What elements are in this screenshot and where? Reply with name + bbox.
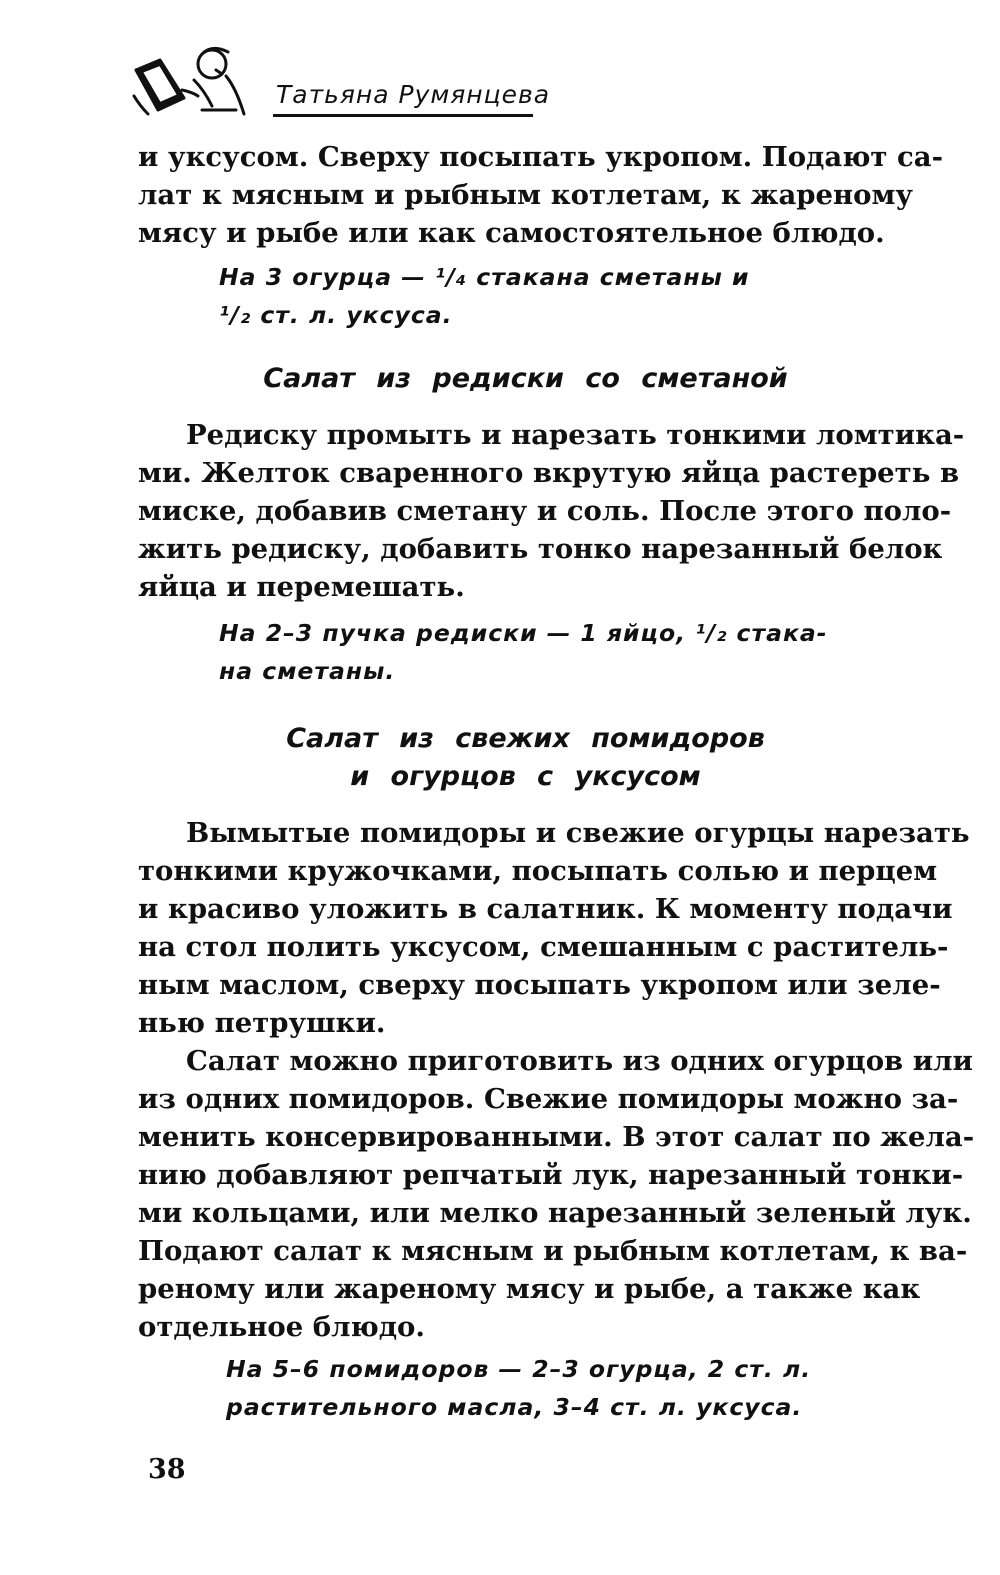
- recipe-title-radish: Салат из редиски со сметаной: [263, 363, 788, 394]
- tomato-p1-line-2: тонкими кружочками, посыпать солью и перцем: [138, 855, 938, 887]
- radish-note-line-1: На 2–3 пучка редиски — 1 яйцо, ¹/₂ стака-: [219, 619, 828, 647]
- tomato-p1-line-4: на стол полить уксусом, смешанным с раститель-: [138, 931, 949, 963]
- radish-line-2: ми. Желток сваренного вкрутую яйца растереть в: [138, 457, 960, 489]
- page-number: 38: [148, 1454, 186, 1485]
- radish-line-3: миске, добавив сметану и соль. После этого поло-: [138, 495, 952, 527]
- tomato-p2-line-8: отдельное блюдо.: [138, 1311, 425, 1343]
- tomato-note-line-2: растительного масла, 3–4 ст. л. уксуса.: [226, 1393, 803, 1421]
- intro-note-line-2: ¹/₂ ст. л. уксуса.: [219, 301, 453, 329]
- tomato-p1-line-3: и красиво уложить в салатник. К моменту подачи: [138, 893, 953, 925]
- tomato-p1-line-6: нью петрушки.: [138, 1007, 386, 1039]
- tomato-p2-line-6: Подают салат к мясным и рыбным котлетам, к ва-: [138, 1235, 968, 1267]
- radish-line-1: Редиску промыть и нарезать тонкими ломтика-: [186, 419, 965, 451]
- radish-note-line-2: на сметаны.: [219, 657, 396, 685]
- tomato-p2-line-3: менить консервированными. В этот салат по жела-: [138, 1121, 975, 1153]
- tomato-p2-line-4: нию добавляют репчатый лук, нарезанный тонки-: [138, 1159, 964, 1191]
- tomato-p2-line-5: ми кольцами, или мелко нарезанный зеленый лук.: [138, 1197, 972, 1229]
- tomato-p2-line-1: Салат можно приготовить из одних огурцов или: [186, 1045, 973, 1077]
- tomato-p2-line-2: из одних помидоров. Свежие помидоры можно за-: [138, 1083, 959, 1115]
- intro-note-line-1: На 3 огурца — ¹/₄ стакана сметаны и: [219, 263, 750, 291]
- reader-with-book-icon: [132, 40, 250, 118]
- recipe-title-tomato-line-2: и огурцов с уксусом: [350, 761, 701, 792]
- radish-line-5: яйца и перемешать.: [138, 571, 465, 603]
- tomato-p2-line-7: реному или жареному мясу и рыбе, а также как: [138, 1273, 921, 1305]
- running-header-author: Татьяна Румянцева: [276, 80, 551, 109]
- radish-line-4: жить редиску, добавить тонко нарезанный белок: [138, 533, 943, 565]
- intro-line-1: и уксусом. Сверху посыпать укропом. Подают са-: [138, 141, 943, 173]
- intro-line-3: мясу и рыбе или как самостоятельное блюдо.: [138, 217, 885, 249]
- header-underline: [273, 114, 533, 117]
- tomato-p1-line-5: ным маслом, сверху посыпать укропом или зеле-: [138, 969, 941, 1001]
- recipe-title-tomato-line-1: Салат из свежих помидоров: [286, 723, 765, 754]
- intro-line-2: лат к мясным и рыбным котлетам, к жареному: [138, 179, 913, 211]
- tomato-note-line-1: На 5–6 помидоров — 2–3 огурца, 2 ст. л.: [226, 1355, 812, 1383]
- tomato-p1-line-1: Вымытые помидоры и свежие огурцы нарезать: [186, 817, 970, 849]
